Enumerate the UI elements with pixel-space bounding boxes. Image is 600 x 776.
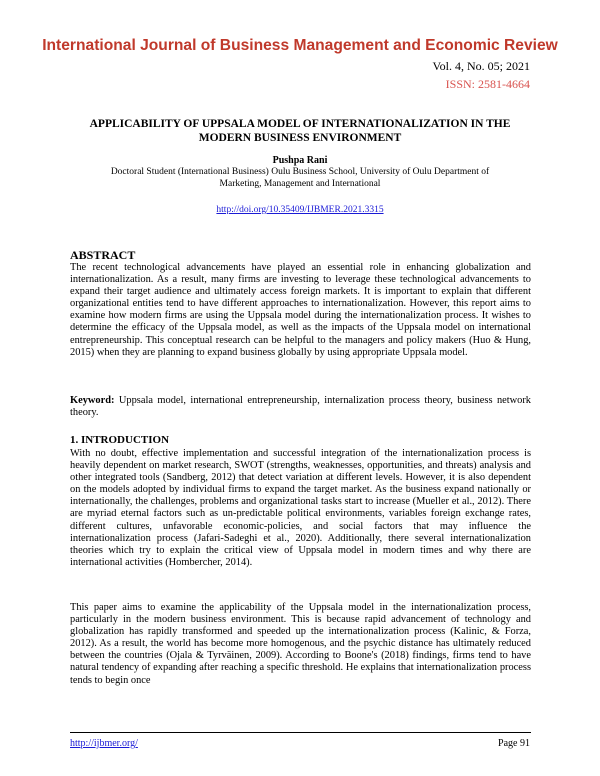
author-affiliation: Doctoral Student (International Business) Oulu Business School, University of Oulu Department of Marketing, Management and International <box>110 167 490 189</box>
page-number: Page 91 <box>498 738 530 749</box>
issn-info: ISSN: 2581-4664 <box>445 77 530 91</box>
keywords <box>70 395 531 419</box>
journal-title: International Journal of Business Management and Economic Review <box>42 37 558 54</box>
volume-info: Vol. 4, No. 05; 2021 <box>432 59 530 73</box>
introduction-paragraph-2: This paper aims to examine the applicability of the Uppsala model in the internationalization process, particularly in the modern business environment. This is because rapid advancement of technology and globalization has rapidly transformed and speeded up the internationalization process (Kalinic, & Forza, 2012). As a result, the world has become more homogenous, and the psychic distance has ultimately reduced between the countries (Ojala & Tyrväinen, 2009). According to Boone's (2018) findings, firms tend to have natural tendency of expanding after reaching a specific threshold. He explains that internationalization process tends to begin once <box>70 602 531 686</box>
abstract-heading: ABSTRACT <box>70 248 136 262</box>
footer-divider <box>70 732 531 733</box>
author-name: Pushpa Rani <box>272 155 328 166</box>
introduction-paragraph-1: With no doubt, effective implementation and successful integration of the internationalization process is heavily dependent on market research, SWOT (strengths, weaknesses, opportunities, and threats) analysis and other integrated tools (Sandberg, 2012) that detect variation at different levels. However, it is also dependent on the models adopted by individual firms to expand the target market. As the business expand nationally or internationally, the challenges, problems and organizational tasks start to increase (Mueller et al., 2012). There are myriad eternal factors such as un-predictable political environments, variables foreign exchange rates, different cultures, unfavorable economic-policies, and social factors that may influence the internationalization process (Jafari-Sadeghi et al., 2020). Additionally, there several internationalization theories which try to explain the critical view of Uppsala model in modern times and why there are international activities (Hombercher, 2014). <box>70 448 531 568</box>
doi-link[interactable]: http://doi.org/10.35409/IJBMER.2021.3315 <box>216 205 384 215</box>
introduction-heading: 1. INTRODUCTION <box>70 434 170 446</box>
keyword-label: Keyword: <box>70 395 115 406</box>
keyword-list: Uppsala model, international entrepreneurship, internalization process theory, business network theory. <box>70 395 531 419</box>
abstract-text: The recent technological advancements have played an essential role in enhancing globalization and internationalization. As a result, many firms are investing to leverage these technological advancements to expand their target audience and ultimately access foreign markets. It is important to explain that different organizational entities tend to have different approaches to internationalization. However, this report aims to examine how modern firms are using the Uppsala model during the internationalization process. It wishes to determine the efficacy of the Uppsala model, as well as the impacts of the Uppsala model on international entrepreneurship. This conceptual research can be helpful to the managers and policy makers (Huo & Hung, 2015) when they are planning to expand business globally by using appropriate Uppsala model. <box>70 262 531 358</box>
paper-title: APPLICABILITY OF UPPSALA MODEL OF INTERNATIONALIZATION IN THE MODERN BUSINESS ENVIRONMENT <box>89 118 511 144</box>
footer-journal-link[interactable]: http://ijbmer.org/ <box>70 738 138 749</box>
